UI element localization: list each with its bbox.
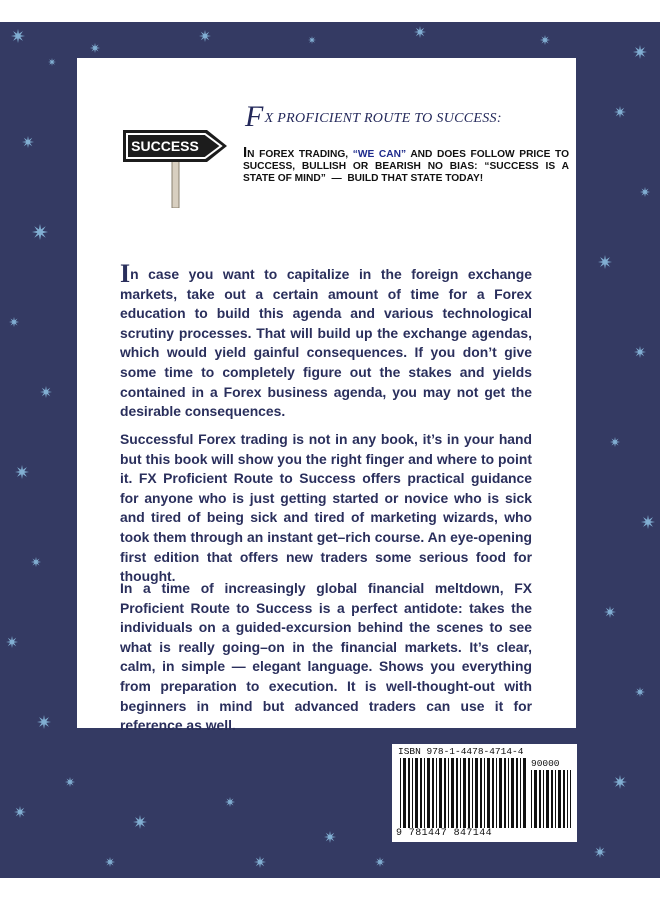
star-icon [610, 437, 620, 447]
star-icon [90, 43, 100, 53]
isbn-barcode [392, 744, 577, 842]
paragraph-financial-meltdown: In a time of increasingly global financial meltdown, FX Proficient Route to Success is a perfect antidote: takes the individuals on a guided-excursion behind the scenes to see what is really going–on in the financial markets. It’s clear, calm, in simple — elegant language. Shows you everything from preparation to execution. It is well-thought-out with beginners in mind but advanced traders can use it for reference as well. [120, 580, 532, 734]
sign-label: SUCCESS [131, 138, 199, 154]
star-icon [254, 856, 266, 868]
star-icon [22, 136, 34, 148]
star-icon [65, 777, 75, 787]
star-icon [15, 465, 29, 479]
star-icon [641, 515, 655, 529]
star-icon [32, 224, 48, 240]
star-icon [37, 715, 51, 729]
isbn-number: ISBN 978-1-4478-4714-4 [398, 746, 524, 757]
star-icon [199, 30, 211, 42]
star-icon [133, 815, 147, 829]
star-icon [9, 317, 19, 327]
success-sign-icon [121, 122, 231, 208]
paragraph-intro: In case you want to capitalize in the foreign exchange markets, take out a certain amount of time for a Forex education to build this agenda and various technological scrutiny processes. That will build up the exchange agendas, which would yield gainful consequences. If you don’t give some time to completely figure out the stakes and yields contained in a Forex business agenda, you may not get the desirable consequences. [120, 259, 532, 420]
barcode-digits: 9 781447 847144 [396, 828, 493, 839]
star-icon [640, 187, 650, 197]
star-icon [604, 606, 616, 618]
star-icon [308, 36, 316, 44]
star-icon [11, 29, 25, 43]
paragraph-successful-trading: Successful Forex trading is not in any book, it’s in your hand but this book will show you the right finger and where to point it. FX Proficient Route to Success offers practical guidance for anyone who is just getting started or novice who is sick and tired of being sick and tired of marketing wizards, who took them through an instant get–rich course. An eye-opening first edition that offers new traders some serious food for thought. [120, 431, 532, 585]
star-icon [614, 106, 626, 118]
star-icon [633, 45, 647, 59]
barcode-bars-icon [400, 758, 528, 828]
star-icon [613, 775, 627, 789]
star-icon [540, 35, 550, 45]
star-icon [40, 386, 52, 398]
star-icon [31, 557, 41, 567]
star-icon [6, 636, 18, 648]
star-icon [375, 857, 385, 867]
tagline: IN FOREX TRADING, “WE CAN” AND DOES FOLLOW PRICE TO SUCCESS, BULLISH OR BEARISH NO BIAS: “SUCCESS IS A STATE OF MIND” — BUILD THAT STATE TODAY! [243, 144, 570, 184]
star-icon [598, 255, 612, 269]
star-icon [414, 26, 426, 38]
star-icon [594, 846, 606, 858]
price-code: 90000 [531, 758, 560, 769]
star-icon [105, 857, 115, 867]
text-panel [77, 58, 576, 734]
star-icon [324, 831, 336, 843]
star-icon [225, 797, 235, 807]
star-icon [635, 687, 645, 697]
book-title: FX PROFICIENT ROUTE TO SUCCESS: [245, 100, 502, 133]
star-icon [14, 806, 26, 818]
star-icon [48, 58, 56, 66]
addon-barcode-bars-icon [531, 770, 571, 828]
star-icon [634, 346, 646, 358]
